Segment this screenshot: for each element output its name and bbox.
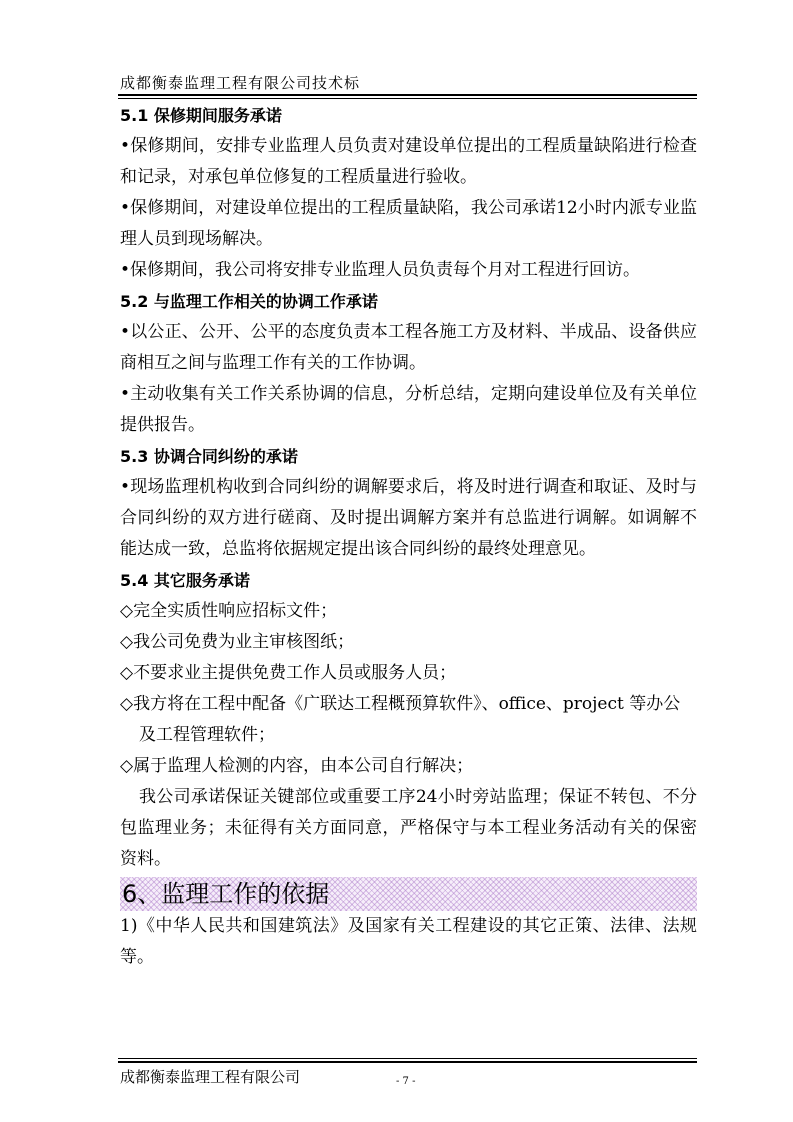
header-rule-thick bbox=[118, 94, 697, 96]
section-6-paragraph-1: 1)《中华人民共和国建筑法》及国家有关工程建设的其它正策、法律、法规等。 bbox=[120, 916, 697, 967]
section-5-2-paragraph-2: •主动收集有关工作关系协调的信息，分析总结，定期向建设单位及有关单位提供报告。 bbox=[120, 384, 697, 435]
list-item: ◇完全实质性响应招标文件； bbox=[120, 601, 338, 621]
page-number: - 7 - bbox=[396, 1076, 416, 1087]
section-5-1-paragraph-1: •保修期间，安排专业监理人员负责对建设单位提出的工程质量缺陷进行检查和记录，对承包单位修复的工程质量进行验收。 bbox=[120, 136, 697, 187]
list-item: ◇我公司免费为业主审核图纸； bbox=[120, 632, 355, 652]
section-5-4-closing-paragraph: 我公司承诺保证关键部位或重要工序24小时旁站监理；保证不转包、不分包监理业务；未征得有关方面同意，严格保守与本工程业务活动有关的保密资料。 bbox=[120, 787, 697, 869]
section-5-1-paragraph-3: •保修期间，我公司将安排专业监理人员负责每个月对工程进行回访。 bbox=[120, 260, 641, 280]
section-5-4-heading: 5.4 其它服务承诺 bbox=[120, 571, 250, 590]
section-5-2-paragraph-1: •以公正、公开、公平的态度负责本工程各施工方及材料、半成品、设备供应商相互之间与监理工作有关的工作协调。 bbox=[120, 322, 697, 373]
section-5-3-heading: 5.3 协调合同纠纷的承诺 bbox=[120, 447, 298, 466]
section-5-2-heading: 5.2 与监理工作相关的协调工作承诺 bbox=[120, 292, 378, 311]
list-item: ◇我方将在工程中配备《广联达工程概预算软件》、office、project 等办公及工程管理软件； bbox=[120, 694, 681, 745]
header-rule-thin bbox=[118, 98, 697, 99]
section-6-heading: 6、监理工作的依据 bbox=[120, 877, 697, 911]
footer-rule-thick bbox=[118, 1061, 697, 1063]
section-5-1-heading: 5.1 保修期间服务承诺 bbox=[120, 106, 282, 125]
footer-rule-thin bbox=[118, 1058, 697, 1059]
list-item: ◇属于监理人检测的内容，由本公司自行解决； bbox=[120, 756, 474, 776]
footer-company: 成都衡泰监理工程有限公司 bbox=[120, 1068, 301, 1086]
document-body bbox=[120, 100, 697, 973]
section-5-1-paragraph-2: •保修期间，对建设单位提出的工程质量缺陷，我公司承诺12小时内派专业监理人员到现场解决。 bbox=[120, 198, 697, 249]
section-5-3-paragraph-1: •现场监理机构收到合同纠纷的调解要求后，将及时进行调查和取证、及时与合同纠纷的双方进行磋商、及时提出调解方案并有总监进行调解。如调解不能达成一致，总监将依据规定提出该合同纠纷的最终处理意见。 bbox=[120, 477, 697, 559]
list-item: ◇不要求业主提供免费工作人员或服务人员； bbox=[120, 663, 457, 683]
running-header: 成都衡泰监理工程有限公司技术标 bbox=[120, 74, 361, 92]
